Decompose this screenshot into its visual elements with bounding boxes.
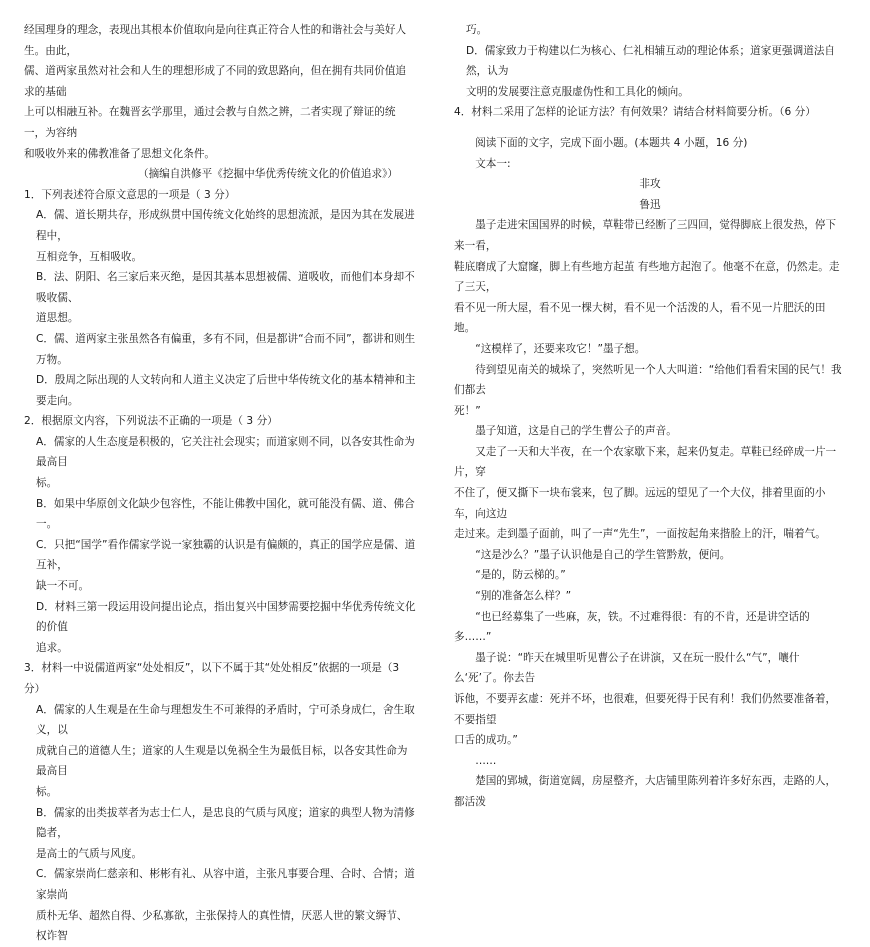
q2-option-c: C．只把“国学”看作儒家学说一家独霸的认识是有偏颇的，真正的国学应是儒、道互补， — [36, 538, 416, 572]
q1-option-d: D．殷周之际出现的人文转向和人道主义决定了后世中华传统文化的基本精神和主要走向。 — [36, 374, 416, 407]
q2-option-d-cont: 追求。 — [36, 641, 68, 654]
q2-option-a: A．儒家的人生态度是积极的，它关注社会现实；而道家则不同，以各安其性命为最高目 — [36, 435, 415, 469]
q1-option-c: C．儒、道两家主张虽然各有偏重，多有不同，但是都讲“合而不同”，都讲和则生万物。 — [36, 332, 416, 366]
story-paragraph: 待到望见南关的城垛了，突然听见一个人大叫道：“给他们看看宋国的民气！我们都去 — [454, 363, 842, 397]
intro-line: 儒、道两家虽然对社会和人生的理想形成了不同的致思路向，但在拥有共同价值追求的基础 — [24, 65, 407, 98]
story-paragraph-cont: 鞋底磨成了大窟窿，脚上有些地方起茧 有些地方起泡了。他毫不在意，仍然走。走了三天， — [454, 260, 840, 294]
spacer — [454, 123, 846, 133]
question-3-stem: 3．材料一中说儒道两家“处处相反”，以下不属于其“处处相反”依据的一项是（3 分） — [24, 662, 400, 695]
left-column — [24, 20, 420, 943]
story-paragraph-cont: 看不见一所大屋，看不见一棵大树，看不见一个活泼的人，看不见一片肥沃的田地。 — [454, 301, 826, 335]
intro-line: 和吸收外来的佛教准备了思想文化条件。 — [24, 147, 216, 160]
question-2-stem: 2．根据原文内容，下列说法不正确的一项是（ 3 分） — [24, 415, 278, 428]
q2-option-a-cont: 标。 — [36, 477, 58, 490]
q3-option-d-cont: 文明的发展要注意克服虚伪性和工具化的倾向。 — [466, 85, 689, 98]
q3-option-b-cont: 是高士的气质与风度。 — [36, 847, 143, 860]
q3-option-a: A．儒家的人生观是在生命与理想发生不可兼得的矛盾时，宁可杀身成仁，舍生取义，以 — [36, 703, 415, 737]
story-paragraph: “这模样了，还要来攻它！”墨子想。 — [475, 342, 646, 355]
story-paragraph: 墨子说：“昨天在城里听见曹公子在讲演，又在玩一股什么“气”，嚷什么‘死’了。你去告 — [454, 651, 800, 685]
q3-option-c-cont: 质朴无华、超然自得、少私寡欲，主张保持人的真性情，厌恶人世的繁文缛节、权诈智 — [36, 909, 408, 943]
source-citation: （摘编自洪修平《挖掘中华优秀传统文化的价值追求》） — [137, 168, 398, 181]
q3-option-b: B．儒家的出类拔萃者为志士仁人，是忠良的气质与风度；道家的典型人物为清修隐者， — [36, 806, 415, 840]
story-paragraph-cont: 口舌的成功。” — [454, 734, 518, 747]
story-paragraph: 墨子知道，这是自己的学生曹公子的声音。 — [475, 425, 677, 438]
q1-option-b-cont: 道思想。 — [36, 312, 79, 325]
story-paragraph-cont: 走过来。走到墨子面前，叫了一声“先生”，一面按起角来揩脸上的汗，喘着气。 — [454, 528, 826, 541]
q1-option-a-cont: 互相竞争，互相吸收。 — [36, 250, 143, 263]
right-column — [446, 20, 846, 808]
story-paragraph: 墨子走进宋国国界的时候，草鞋带已经断了三四回，觉得脚底上很发热，停下来一看， — [454, 219, 837, 252]
q2-option-c-cont: 缺一不可。 — [36, 580, 90, 593]
q2-option-b: B．如果中华原创文化缺少包容性，不能让佛教中国化，就可能没有儒、道、佛合一。 — [36, 497, 415, 531]
text-one-label: 文本一: — [475, 157, 511, 170]
ellipsis-line: …… — [475, 754, 497, 767]
q3-option-d: D．儒家致力于构建以仁为核心、仁礼相辅互动的理论体系；道家更强调道法自然，认为 — [466, 44, 836, 78]
intro-line: 经国理身的理念，表现出其根本价值取向是向往真正符合人性的和谐社会与美好人生。由此， — [24, 24, 407, 57]
story-paragraph: “是的，防云梯的。” — [475, 569, 566, 582]
q3-option-a-cont: 标。 — [36, 785, 58, 798]
q2-option-d: D．材料三第一段运用设问提出论点，指出复兴中国梦需要挖掘中华优秀传统文化的价值 — [36, 600, 416, 634]
intro-line: 上可以相融互补。在魏晋玄学那里，通过会教与自然之辨，二者实现了辩证的统一，为容纳 — [24, 106, 396, 139]
q1-option-a: A．儒、道长期共存，形成纵贯中国传统文化始终的思想流派，是因为其在发展进程中， — [36, 209, 415, 242]
story-paragraph: 又走了一天和大半夜，在一个农家歇下来，起来仍复走。草鞋已经碎成一片一片，穿 — [454, 445, 837, 479]
reading-instructions: 阅读下面的文字，完成下面小题。(本题共 4 小题，16 分) — [475, 136, 748, 149]
story-paragraph-cont: 死！” — [454, 404, 481, 417]
story-paragraph-cont: 不住了，便又撕下一块布裳来，包了脚。远远的望见了一个大仪，排着里面的小车，向这边 — [454, 487, 826, 520]
q3-option-c: C．儒家崇尚仁慈亲和、彬彬有礼、从容中道，主张凡事要合理、合时、合情；道家崇尚 — [36, 868, 415, 901]
story-title: 非攻 — [639, 178, 661, 191]
story-paragraph: “也已经募集了一些麻，灰，铁。不过难得很：有的不肯，还是讲空话的多……” — [454, 610, 810, 644]
question-1-stem: 1．下列表述符合原文意思的一项是（ 3 分） — [24, 188, 236, 201]
q3-option-a-cont: 成就自己的道德人生；道家的人生观是以免祸全生为最低目标，以各安其性命为最高目 — [36, 744, 408, 778]
q1-option-b: B．法、阴阳、名三家后来灭绝，是因其基本思想被儒、道吸收，而他们本身却不吸收儒、 — [36, 271, 415, 304]
q3-option-c-end: 巧。 — [466, 24, 488, 36]
story-paragraph: “这是沙么？”墨子认识他是自己的学生管黔敖，便问。 — [475, 548, 731, 561]
story-paragraph: 楚国的郢城，街道宽阔，房屋整齐，大店铺里陈列着许多好东西，走路的人，都活泼 — [454, 775, 837, 808]
question-4-stem: 4．材料二采用了怎样的论证方法？有何效果？请结合材料简要分析。（6 分） — [454, 106, 816, 119]
story-author: 鲁迅 — [639, 198, 661, 211]
story-paragraph-cont: 诉他，不要弄玄虚：死并不坏，也很难，但要死得于民有利！我们仍然要准备着，不要指望 — [454, 693, 837, 726]
story-paragraph: “别的准备怎么样？” — [475, 590, 572, 603]
